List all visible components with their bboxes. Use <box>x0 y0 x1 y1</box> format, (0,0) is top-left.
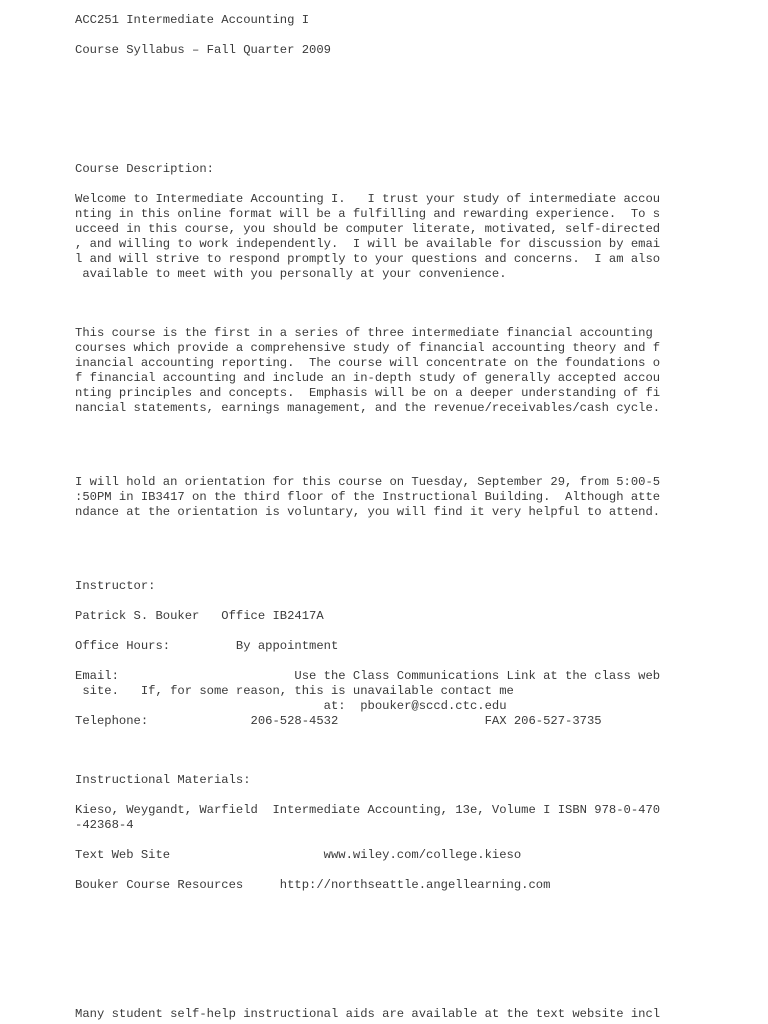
welcome-paragraph-line: nting in this online format will be a fulfilling and rewarding experience. To s <box>75 207 661 221</box>
instructional-materials-heading: Instructional Materials: <box>75 773 251 787</box>
course-series-paragraph-line: f financial accounting and include an in-depth study of generally accepted accou <box>75 371 661 385</box>
welcome-paragraph-line: l and will strive to respond promptly to your questions and concerns. I am also <box>75 252 661 266</box>
telephone-fax: Telephone: 206-528-4532 FAX 206-527-3735 <box>75 714 602 728</box>
textbook-line: Kieso, Weygandt, Warfield Intermediate Accounting, 13e, Volume I ISBN 978-0-470 <box>75 803 661 817</box>
course-series-paragraph-line: inancial accounting reporting. The course will concentrate on the foundations o <box>75 356 661 370</box>
welcome-paragraph-line: available to meet with you personally at your convenience. <box>75 267 507 281</box>
text-web-site: Text Web Site www.wiley.com/college.kieso <box>75 848 522 862</box>
instructor-name-office: Patrick S. Bouker Office IB2417A <box>75 609 324 623</box>
email-address: at: pbouker@sccd.ctc.edu <box>75 699 507 713</box>
welcome-paragraph-line: Welcome to Intermediate Accounting I. I trust your study of intermediate accou <box>75 192 661 206</box>
course-series-paragraph-line: courses which provide a comprehensive study of financial accounting theory and f <box>75 341 661 355</box>
course-title: ACC251 Intermediate Accounting I <box>75 13 310 27</box>
course-description-heading: Course Description: <box>75 162 214 176</box>
syllabus-subtitle: Course Syllabus – Fall Quarter 2009 <box>75 43 331 57</box>
course-resources: Bouker Course Resources http://northseattle.angellearning.com <box>75 878 551 892</box>
self-help-aids-line: Many student self-help instructional aids are available at the text website incl <box>75 1007 661 1021</box>
textbook-line: -42368-4 <box>75 818 134 832</box>
office-hours: Office Hours: By appointment <box>75 639 339 653</box>
orientation-paragraph-line: I will hold an orientation for this course on Tuesday, September 29, from 5:00-5 <box>75 475 661 489</box>
instructor-heading: Instructor: <box>75 579 156 593</box>
welcome-paragraph-line: , and willing to work independently. I will be available for discussion by emai <box>75 237 661 251</box>
course-series-paragraph-line: nancial statements, earnings management, and the revenue/receivables/cash cycle. <box>75 401 661 415</box>
orientation-paragraph-line: :50PM in IB3417 on the third floor of the Instructional Building. Although atte <box>75 490 661 504</box>
email-line: Email: Use the Class Communications Link at the class web <box>75 669 661 683</box>
course-series-paragraph-line: nting principles and concepts. Emphasis will be on a deeper understanding of fi <box>75 386 661 400</box>
course-series-paragraph-line: This course is the first in a series of three intermediate financial accounting <box>75 326 653 340</box>
orientation-paragraph-line: ndance at the orientation is voluntary, you will find it very helpful to attend. <box>75 505 661 519</box>
welcome-paragraph-line: ucceed in this course, you should be computer literate, motivated, self-directed <box>75 222 661 236</box>
email-line: site. If, for some reason, this is unavailable contact me <box>75 684 514 698</box>
